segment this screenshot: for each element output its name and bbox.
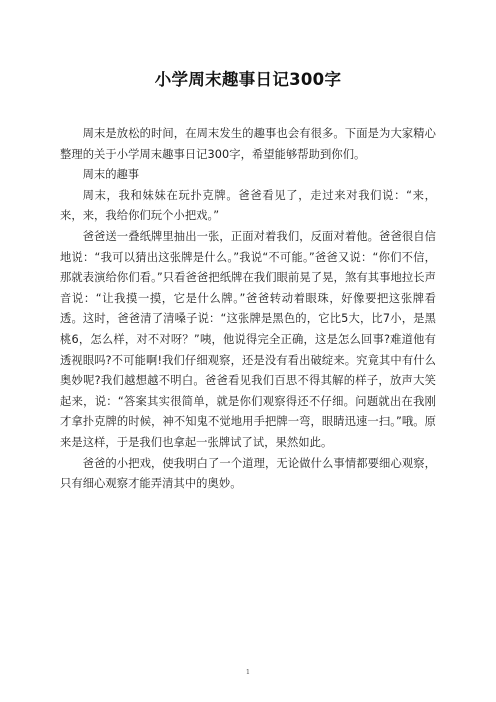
page-number: 1 (245, 668, 251, 676)
intro-paragraph: 周末是放松的时间，在周末发生的趣事也会有很多。下面是为大家精心整理的关于小学周末趣事日记300字，希望能够帮助到你们。 (60, 127, 436, 161)
document-title: 小学周末趣事日记300字 (154, 70, 342, 89)
conclusion-paragraph: 爸爸的小把戏，使我明白了一个道理，无论做什么事情都要细心观察，只有细心观察才能弄清其中的奥妙。 (60, 456, 436, 491)
section-heading: 周末的趣事 (82, 168, 140, 182)
document-body (60, 124, 436, 495)
story-paragraph-1: 周末，我和妹妹在玩扑克牌。爸爸看见了，走过来对我们说：“来，来，来，我给你们玩个小把戏。” (60, 188, 436, 223)
story-paragraph-2: 爸爸送一叠纸牌里抽出一张，正面对着我们，反面对着他。爸爸很自信地说：“我可以猜出这张牌是什么。”我说“不可能。”爸爸又说：“你们不信，那就表演给你们看。”只看爸爸把纸牌在我们眼前晃了晃，煞有其事地拉长声音说：“让我摸一摸，它是什么牌。”爸爸转动着眼珠，好像要把这张牌看透。这时，爸爸清了清嗓子说：“这张牌是黑色的，它比5大，比7小，是黑桃6，怎么样，对不对呀？”咦，他说得完全正确，这是怎么回事?难道他有透视眼吗?不可能啊!我们仔细观察，还是没有看出破绽来。究竟其中有什么奥妙呢?我们越想越不明白。爸爸看见我们百思不得其解的样子，放声大笑起来，说：“答案其实很简单，就是你们观察得还不仔细。问题就出在我刚才拿扑克牌的时候，神不知鬼不觉地用手把牌一弯，眼睛迅速一扫。”哦。原来是这样，于是我们也拿起一张牌试了试，果然如此。 (60, 229, 436, 449)
